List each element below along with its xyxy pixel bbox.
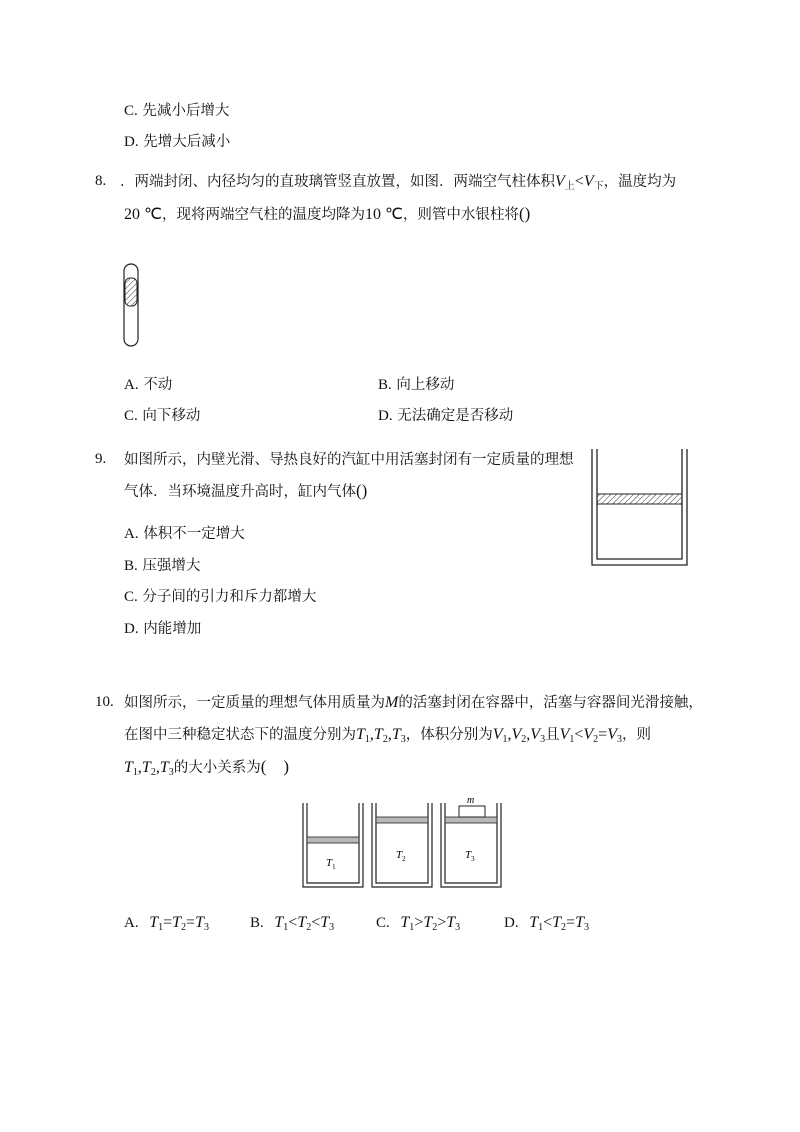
sub-2: 2	[593, 734, 599, 745]
q8-option-b[interactable]	[378, 373, 454, 394]
less-than: <	[574, 726, 584, 743]
q10-text-7: 的大小关系为	[173, 760, 261, 776]
q9-option-b[interactable]	[124, 554, 200, 575]
temp-10: 10 ℃	[364, 206, 403, 223]
equals: =	[186, 914, 196, 931]
q8-text-3: ，现将两端空气柱的温度均降为	[161, 207, 365, 223]
var-T: T	[423, 914, 433, 931]
var-T: T	[391, 726, 401, 743]
var-T: T	[320, 914, 330, 931]
var-T: T	[195, 914, 204, 931]
var-T: T	[373, 726, 383, 743]
sub-3: 3	[329, 922, 335, 933]
option-letter: B.	[124, 558, 138, 574]
comma: ,	[155, 759, 160, 776]
var-V: V	[607, 726, 617, 743]
sub-1: 1	[538, 922, 544, 933]
container-2	[372, 803, 432, 887]
q9-line2	[124, 481, 367, 502]
sub-down: 下	[593, 181, 604, 192]
q9-number: 9.	[95, 451, 107, 467]
q10-option-d[interactable]	[504, 914, 589, 933]
option-letter: C.	[376, 915, 390, 931]
q9-option-a[interactable]	[124, 522, 245, 543]
container-1	[303, 803, 363, 887]
option-text: 体积不一定增大	[143, 526, 245, 542]
q8-line1	[120, 172, 676, 197]
option-text: 不动	[143, 377, 173, 393]
option-letter: D.	[124, 621, 139, 637]
var-T: T	[149, 914, 159, 931]
sub-up: 上	[564, 181, 575, 192]
q9-line1: 如图所示，内壁光滑、导热良好的汽缸中用活塞封闭有一定质量的理想	[124, 452, 574, 468]
less-than: <	[574, 173, 584, 190]
sub-1: 1	[409, 922, 415, 933]
var-V: V	[583, 726, 594, 743]
piston-1	[307, 837, 359, 843]
q10-option-b[interactable]	[250, 914, 334, 933]
q10-number: 10.	[95, 694, 114, 710]
var-V: V	[492, 726, 503, 743]
sub-1: 1	[502, 734, 508, 745]
q9-option-c[interactable]	[124, 585, 316, 606]
var-M: M	[385, 694, 399, 711]
var-V: V	[530, 726, 541, 743]
label-m: m	[467, 795, 475, 806]
var-T: T	[159, 759, 169, 776]
less-than: <	[543, 914, 553, 931]
q8-option-d[interactable]	[378, 404, 513, 425]
sub-1: 1	[569, 734, 575, 745]
q8-option-a[interactable]	[124, 373, 172, 394]
comma: ,	[387, 726, 392, 743]
var-T: T	[172, 914, 182, 931]
piston	[597, 494, 682, 504]
label-T1: $T_1$	[326, 857, 336, 871]
option-letter: A.	[124, 526, 139, 542]
answer-paren: ( )	[260, 757, 290, 776]
sub-2: 2	[306, 922, 312, 933]
option-letter: A.	[124, 915, 139, 931]
q10-containers-figure	[300, 795, 505, 890]
q10-option-c[interactable]	[376, 914, 460, 933]
mercury-column	[125, 278, 137, 306]
option-text: 向上移动	[396, 377, 455, 393]
option-letter: D.	[504, 915, 519, 931]
piston-3	[445, 817, 497, 823]
q9-text: 气体．当环境温度升高时，缸内气体	[124, 484, 356, 500]
sub-2: 2	[432, 922, 438, 933]
temp-20: 20 ℃	[124, 206, 162, 223]
q10-text-2: 的活塞封闭在容器中，活塞与容器间光滑接触，	[398, 695, 703, 711]
q8-text-1: ．两端封闭、内径均匀的直玻璃管竖直放置，如图．两端空气柱体积	[120, 174, 555, 190]
comma: ,	[526, 726, 531, 743]
q10-line2	[124, 725, 651, 750]
var-T: T	[552, 914, 562, 931]
option-text: 压强增大	[142, 558, 201, 574]
sub-3: 3	[168, 767, 174, 778]
var-T: T	[141, 759, 151, 776]
var-V: V	[559, 726, 570, 743]
equals: =	[566, 914, 576, 931]
label-T3: $T_3$	[465, 849, 475, 863]
sub-2: 2	[561, 922, 567, 933]
var-T: T	[274, 914, 284, 931]
var-V: V	[511, 726, 522, 743]
label-T2: $T_2$	[396, 849, 406, 863]
option-text: 分子间的引力和斥力都增大	[142, 589, 317, 605]
sub-1: 1	[158, 922, 164, 933]
equals: =	[598, 726, 608, 743]
q10-line3	[124, 757, 289, 783]
var-v: V	[583, 173, 594, 190]
option-text: 先增大后减小	[143, 134, 231, 150]
sub-3: 3	[203, 922, 209, 933]
sub-3: 3	[400, 734, 406, 745]
var-T: T	[400, 914, 410, 931]
option-letter: A.	[124, 377, 139, 393]
sub-2: 2	[382, 734, 388, 745]
var-T: T	[529, 914, 539, 931]
less-than: <	[311, 914, 321, 931]
q10-text-4: ，体积分别为	[405, 727, 493, 743]
sub-3: 3	[616, 734, 622, 745]
sub-1: 1	[364, 734, 370, 745]
q8-line2	[124, 204, 530, 225]
option-letter: C.	[124, 589, 138, 605]
option-letter: B.	[250, 915, 264, 931]
q8-tube-figure	[118, 262, 142, 350]
greater-than: >	[414, 914, 424, 931]
sub-2: 2	[150, 767, 156, 778]
q10-option-a[interactable]	[124, 914, 209, 933]
option-letter: C.	[124, 103, 138, 119]
less-than: <	[288, 914, 298, 931]
q10-text-1: 如图所示，一定质量的理想气体用质量为	[124, 695, 385, 711]
var-T: T	[297, 914, 307, 931]
q9-option-d[interactable]	[124, 617, 201, 638]
option-text: 向下移动	[142, 408, 201, 424]
greater-than: >	[437, 914, 447, 931]
q10-text-3: 在图中三种稳定状态下的温度分别为	[124, 727, 356, 743]
var-v: V	[555, 173, 565, 190]
option-letter: D.	[124, 134, 139, 150]
q8-number: 8.	[95, 173, 107, 189]
var-T: T	[575, 914, 584, 931]
q10-line1	[124, 693, 703, 713]
q7-option-c[interactable]	[124, 99, 229, 120]
q8-option-c[interactable]	[124, 404, 200, 425]
var-T: T	[124, 759, 133, 776]
sub-3: 3	[540, 734, 546, 745]
q10-text-6: ，则	[621, 727, 651, 743]
q8-text-2: ，温度均为	[603, 174, 677, 190]
equals: =	[163, 914, 173, 931]
weight-block	[459, 806, 485, 817]
var-T: T	[356, 726, 365, 743]
sub-2: 2	[521, 734, 527, 745]
sub-1: 1	[283, 922, 289, 933]
comma: ,	[137, 759, 142, 776]
comma: ,	[507, 726, 512, 743]
option-text: 无法确定是否移动	[397, 408, 514, 424]
option-text: 内能增加	[143, 621, 202, 637]
q10-text-5: 且	[545, 727, 560, 743]
q9-cylinder-figure	[590, 447, 690, 569]
q8-text-4: ，则管中水银柱将	[402, 207, 519, 223]
option-letter: B.	[378, 377, 392, 393]
answer-paren: ()	[518, 204, 531, 223]
container-3	[441, 795, 501, 887]
piston-2	[376, 817, 428, 823]
option-letter: D.	[378, 408, 393, 424]
option-letter: C.	[124, 408, 138, 424]
sub-2: 2	[181, 922, 187, 933]
answer-paren: ()	[356, 481, 368, 500]
sub-3: 3	[455, 922, 461, 933]
cylinder-outer-wall	[592, 449, 687, 565]
comma: ,	[369, 726, 374, 743]
q7-option-d[interactable]	[124, 130, 230, 151]
sub-3: 3	[583, 922, 589, 933]
sub-1: 1	[132, 767, 138, 778]
var-T: T	[446, 914, 456, 931]
option-text: 先减小后增大	[142, 103, 230, 119]
